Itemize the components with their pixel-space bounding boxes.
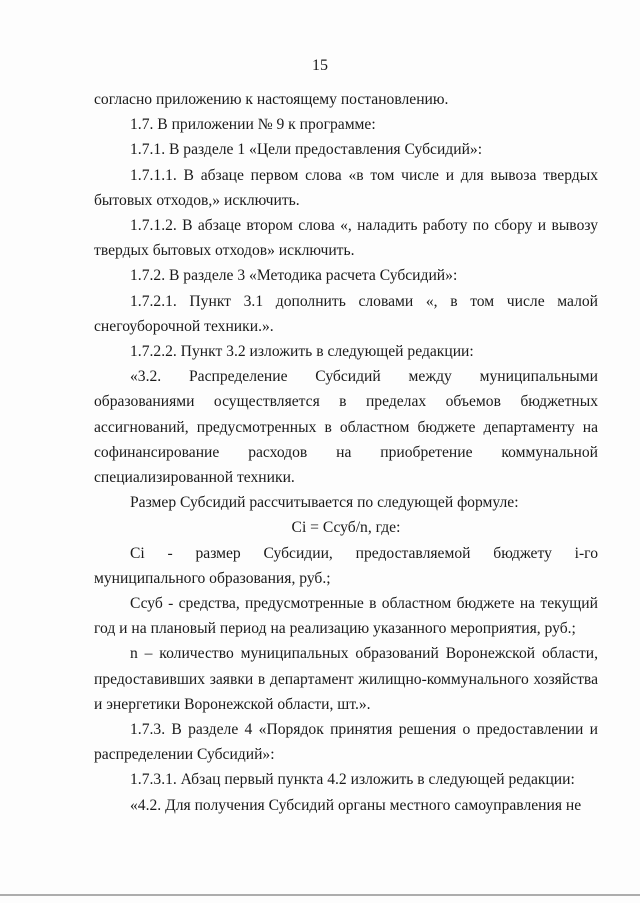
paragraph: 1.7.3.1. Абзац первый пункта 4.2 изложить в следующей редакции: <box>130 771 575 789</box>
paragraph: 1.7.3. В разделе 4 «Порядок принятия решения о предоставлении и распределении Субсидий»: <box>94 721 598 764</box>
paragraph: Ссуб - средства, предусмотренные в областном бюджете на текущий год и на плановый период на реализацию указанного мероприятия, руб.; <box>94 595 598 638</box>
paragraph: 1.7.2.1. Пункт 3.1 дополнить словами «, в том числе малой снегоуборочной техники.». <box>94 292 598 335</box>
paragraph: 1.7.1.1. В абзаце первом слова «в том числе и для вывоза твердых бытовых отходов,» исключить. <box>94 166 598 209</box>
paragraph: 1.7.1.2. В абзаце втором слова «, наладить работу по сбору и вывозу твердых бытовых отходов» исключить. <box>94 217 598 260</box>
paragraph: 1.7.2. В разделе 3 «Методика расчета Субсидий»: <box>130 267 458 285</box>
paragraph: 1.7.2.2. Пункт 3.2 изложить в следующей редакции: <box>130 343 474 361</box>
page-number: 15 <box>312 57 328 74</box>
paragraph: согласно приложению к настоящему постановлению. <box>94 91 449 108</box>
paragraph: «3.2. Распределение Субсидий между муниципальными образованиями осуществляется в пределах объемов бюджетных ассигнований, предусмотренных в областном бюджете департаменту на софинансирование расходов на приобретение коммунальной специализированной техники. <box>94 368 598 487</box>
paragraph: 1.7.1. В разделе 1 «Цели предоставления Субсидий»: <box>130 141 483 159</box>
scan-edge-line <box>0 894 640 896</box>
document-body <box>94 87 598 818</box>
formula: Ci = Ссуб/n, где: <box>291 519 401 537</box>
paragraph: 1.7. В приложении № 9 к программе: <box>130 116 376 134</box>
paragraph: Ci - размер Субсидии, предоставляемой бюджету i-го муниципального образования, руб.; <box>94 544 598 587</box>
paragraph: Размер Субсидий рассчитывается по следующей формуле: <box>130 494 519 512</box>
paragraph: n – количество муниципальных образований Воронежской области, предоставивших заявки в департамент жилищно-коммунального хозяйства и энергетики Воронежской области, шт.». <box>94 645 598 713</box>
paragraph: «4.2. Для получения Субсидий органы местного самоуправления не <box>130 796 582 814</box>
